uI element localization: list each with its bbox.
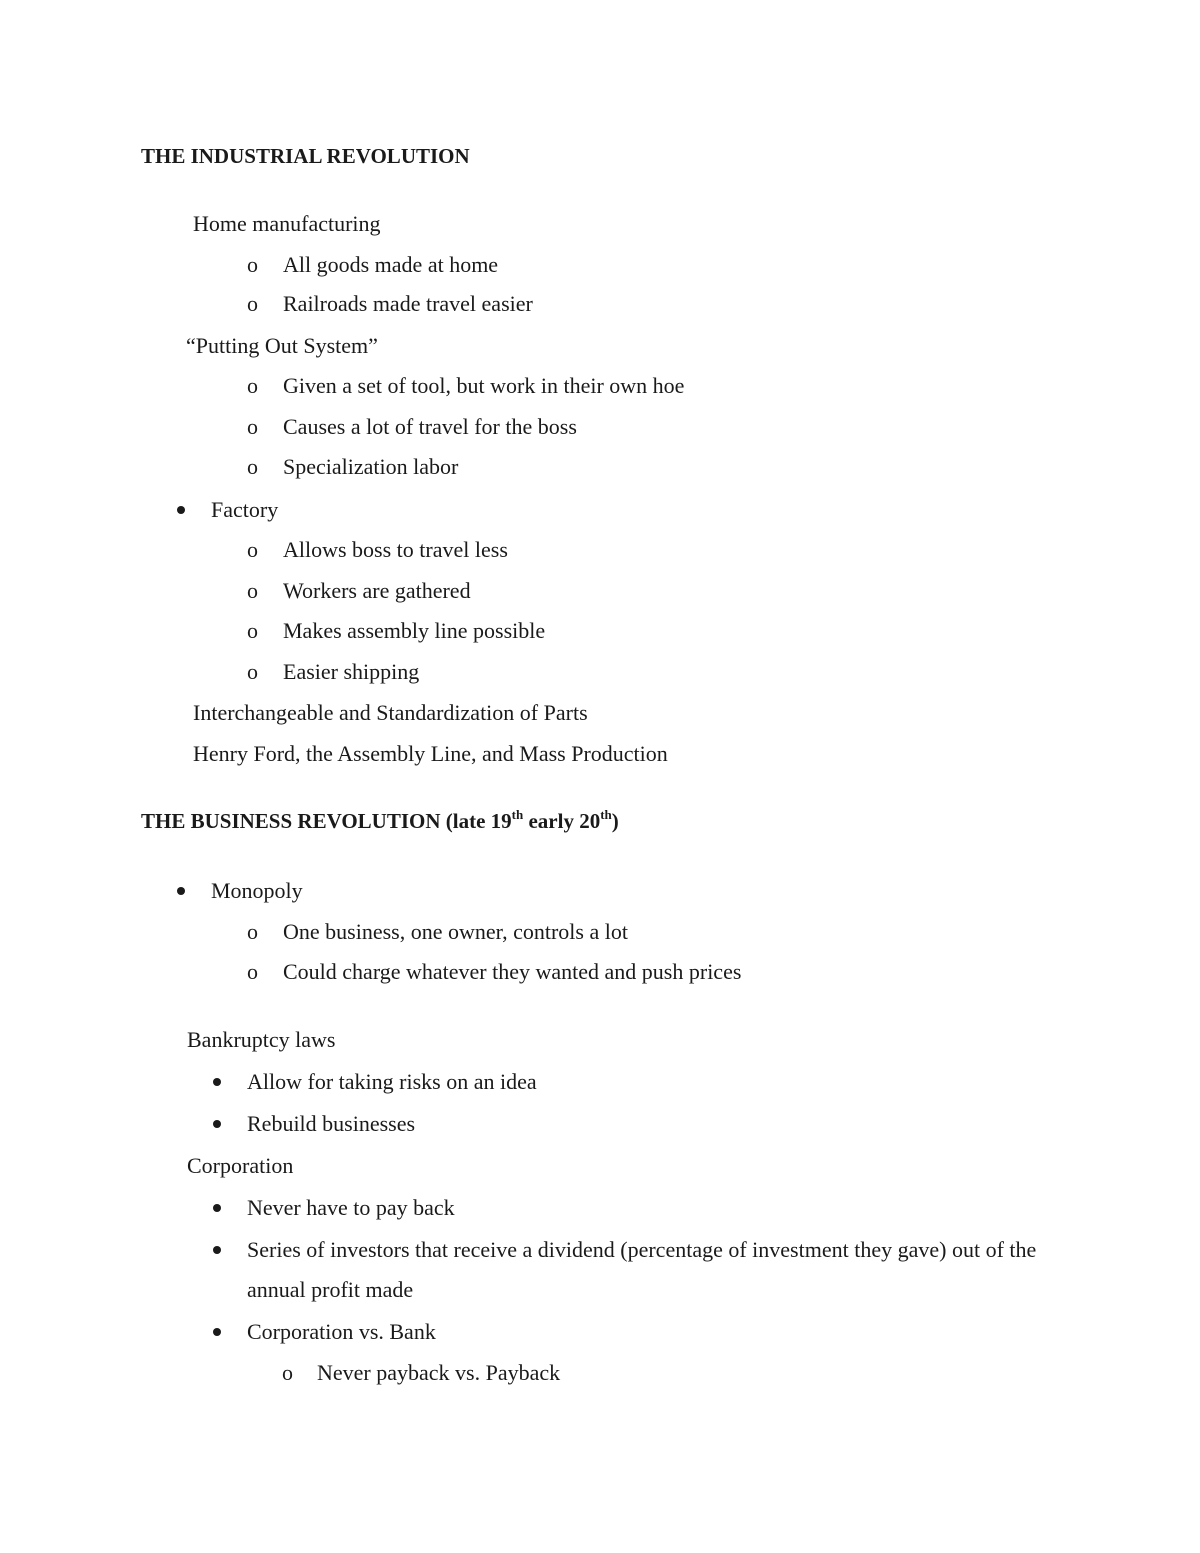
- list-item: Allows boss to travel less: [283, 537, 508, 562]
- list-item: Workers are gathered: [283, 578, 471, 603]
- section-title-business-revolution: [141, 807, 619, 835]
- list-item: Allow for taking risks on an idea: [247, 1069, 537, 1094]
- circle-bullet-icon: o: [247, 454, 258, 479]
- circle-bullet-icon: o: [247, 919, 258, 944]
- list-item: All goods made at home: [283, 252, 499, 277]
- topic-monopoly: Monopoly: [211, 878, 303, 903]
- circle-bullet-icon: o: [247, 414, 258, 439]
- list-item: Never payback vs. Payback: [317, 1360, 561, 1385]
- section-title-text: early 20: [523, 809, 601, 833]
- circle-bullet-icon: o: [247, 537, 258, 562]
- list-item: Rebuild businesses: [247, 1111, 416, 1136]
- list-item: Never have to pay back: [247, 1195, 455, 1220]
- circle-bullet-icon: o: [247, 291, 258, 316]
- circle-bullet-icon: o: [247, 252, 258, 277]
- topic-corporation: Corporation: [187, 1153, 294, 1178]
- topic-factory: Factory: [211, 497, 279, 522]
- list-item: One business, one owner, controls a lot: [283, 919, 628, 944]
- list-item: Causes a lot of travel for the boss: [283, 414, 577, 439]
- topic-bankruptcy-laws: Bankruptcy laws: [187, 1027, 336, 1052]
- list-item: Series of investors that receive a dividend (percentage of investment they gave) out of the annual profit made: [247, 1237, 1037, 1302]
- section-title-industrial-revolution: THE INDUSTRIAL REVOLUTION: [141, 144, 470, 168]
- list-item: Could charge whatever they wanted and push prices: [283, 959, 742, 984]
- list-item: Given a set of tool, but work in their own hoe: [283, 373, 685, 398]
- circle-bullet-icon: o: [247, 373, 258, 398]
- section-title-text: ): [611, 809, 619, 833]
- bullet-dot-icon: [213, 1246, 221, 1254]
- topic-henry-ford: Henry Ford, the Assembly Line, and Mass Production: [193, 741, 668, 766]
- topic-putting-out-system: “Putting Out System”: [186, 333, 378, 358]
- bullet-dot-icon: [213, 1328, 221, 1336]
- list-item: Easier shipping: [283, 659, 420, 684]
- bullet-dot-icon: [213, 1204, 221, 1212]
- topic-interchangeable-parts: Interchangeable and Standardization of Parts: [193, 700, 588, 725]
- list-item: Railroads made travel easier: [283, 291, 533, 316]
- bullet-dot-icon: [177, 506, 185, 514]
- topic-home-manufacturing: Home manufacturing: [193, 211, 381, 236]
- circle-bullet-icon: o: [247, 618, 258, 643]
- section-title-text: THE BUSINESS REVOLUTION (late 19: [141, 809, 512, 833]
- list-item: Corporation vs. Bank: [247, 1319, 436, 1344]
- list-item: Makes assembly line possible: [283, 618, 546, 643]
- circle-bullet-icon: o: [282, 1360, 293, 1385]
- superscript: th: [600, 807, 612, 822]
- bullet-dot-icon: [213, 1078, 221, 1086]
- circle-bullet-icon: o: [247, 578, 258, 603]
- list-item: Specialization labor: [283, 454, 459, 479]
- circle-bullet-icon: o: [247, 659, 258, 684]
- circle-bullet-icon: o: [247, 959, 258, 984]
- bullet-dot-icon: [213, 1120, 221, 1128]
- superscript: th: [511, 807, 524, 822]
- bullet-dot-icon: [177, 887, 185, 895]
